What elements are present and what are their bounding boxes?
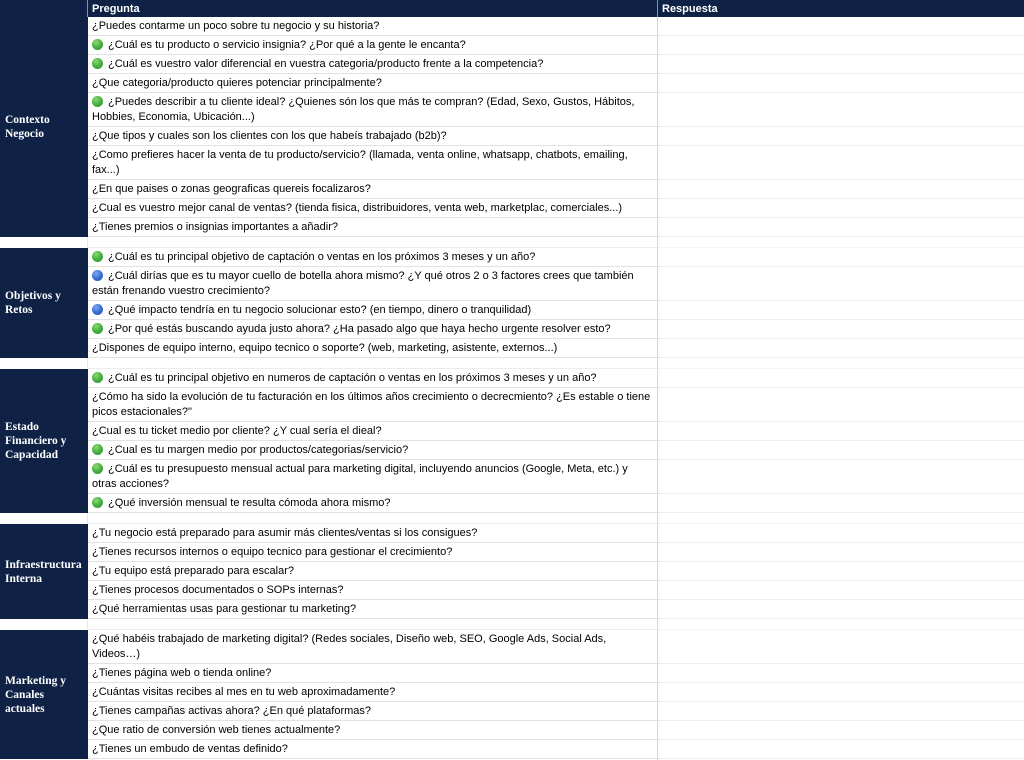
answer-cell[interactable] xyxy=(658,320,1024,339)
spacer-cell xyxy=(0,619,88,630)
section-estado-financiero-y-capacidad xyxy=(0,369,1024,513)
question-text: ¿Cuál es tu principal objetivo de captación o ventas en los próximos 3 meses y un año? xyxy=(108,251,536,263)
spacer-cell xyxy=(88,237,658,248)
answer-cell[interactable] xyxy=(658,180,1024,199)
section-spacer xyxy=(0,619,1024,630)
answer-cell[interactable] xyxy=(658,524,1024,543)
question-row xyxy=(88,494,1024,513)
question-text: ¿Tu negocio está preparado para asumir más clientes/ventas si los consigues? xyxy=(92,527,478,539)
answer-cell[interactable] xyxy=(658,369,1024,388)
question-row xyxy=(88,146,1024,180)
section-label-text: Estado Financiero y Capacidad xyxy=(5,421,67,461)
section-spacer xyxy=(0,358,1024,369)
spacer-cell xyxy=(658,237,1024,248)
answer-cell[interactable] xyxy=(658,388,1024,422)
section-label-text: Marketing y Canales actuales xyxy=(5,674,67,715)
answer-cell[interactable] xyxy=(658,36,1024,55)
column-header-pregunta[interactable]: Pregunta xyxy=(88,0,658,17)
answer-cell[interactable] xyxy=(658,301,1024,320)
question-cell[interactable] xyxy=(88,199,658,218)
question-cell[interactable] xyxy=(88,683,658,702)
section-spacer xyxy=(0,513,1024,524)
question-cell[interactable] xyxy=(88,388,658,422)
question-text: ¿Que tipos y cuales son los clientes con los que habeís trabajado (b2b)? xyxy=(92,130,447,142)
question-row xyxy=(88,683,1024,702)
question-cell[interactable] xyxy=(88,339,658,358)
question-text: ¿Cuál dirías que es tu mayor cuello de botella ahora mismo? ¿Y qué otros 2 o 3 factores crees que también están frenando vuestro crecimiento? xyxy=(92,270,634,297)
question-text: ¿Cuál es vuestro valor diferencial en vuestra categoria/producto frente a la competencia? xyxy=(108,58,544,70)
question-cell[interactable] xyxy=(88,422,658,441)
spacer-cell xyxy=(658,619,1024,630)
question-cell[interactable] xyxy=(88,702,658,721)
answer-cell[interactable] xyxy=(658,146,1024,180)
answer-cell[interactable] xyxy=(658,17,1024,36)
question-text: ¿Cómo ha sido la evolución de tu facturación en los últimos años crecimiento o decrecmiento? ¿Es estable o tiene picos estacionales?" xyxy=(92,391,651,418)
answer-cell[interactable] xyxy=(658,664,1024,683)
question-cell[interactable] xyxy=(88,543,658,562)
question-row xyxy=(88,93,1024,127)
green-circle-icon xyxy=(92,58,103,69)
question-text: ¿Tienes premios o insignias importantes a añadir? xyxy=(92,221,338,233)
question-row xyxy=(88,248,1024,267)
question-row xyxy=(88,74,1024,93)
answer-cell[interactable] xyxy=(658,683,1024,702)
question-cell[interactable] xyxy=(88,267,658,301)
answer-cell[interactable] xyxy=(658,543,1024,562)
question-text: ¿Tienes procesos documentados o SOPs internas? xyxy=(92,584,344,596)
header-row xyxy=(0,0,1024,17)
question-text: ¿Tienes campañas activas ahora? ¿En qué plataformas? xyxy=(92,705,372,717)
question-row xyxy=(88,369,1024,388)
section-label-infraestructura-interna[interactable] xyxy=(0,524,88,619)
section-label-objetivos-y-retos[interactable] xyxy=(0,248,88,358)
question-row xyxy=(88,630,1024,664)
question-text: ¿Qué habéis trabajado de marketing digital? (Redes sociales, Diseño web, SEO, Google Ads, Social Ads, Videos…) xyxy=(92,633,607,660)
section-infraestructura-interna xyxy=(0,524,1024,619)
green-circle-icon xyxy=(92,251,103,262)
question-cell[interactable] xyxy=(88,630,658,664)
question-row xyxy=(88,562,1024,581)
question-cell[interactable] xyxy=(88,524,658,543)
question-text: ¿Tu equipo está preparado para escalar? xyxy=(92,565,294,577)
question-text: ¿Cual es tu margen medio por productos/categorias/servicio? xyxy=(108,444,409,456)
section-label-text: Infraestructura Interna xyxy=(5,558,82,585)
question-row xyxy=(88,17,1024,36)
question-text: ¿En que paises o zonas geograficas quereis focalizaros? xyxy=(92,183,371,195)
section-spacer xyxy=(0,237,1024,248)
question-text: ¿Qué impacto tendría en tu negocio solucionar esto? (en tiempo, dinero o tranquilidad) xyxy=(108,304,532,316)
question-text: ¿Qué inversión mensual te resulta cómoda ahora mismo? xyxy=(108,497,391,509)
question-row xyxy=(88,218,1024,237)
question-text: ¿Cual es tu ticket medio por cliente? ¿Y cual sería el dieal? xyxy=(92,425,382,437)
question-cell[interactable] xyxy=(88,218,658,237)
answer-cell[interactable] xyxy=(658,248,1024,267)
question-text: ¿Cuál es tu presupuesto mensual actual para marketing digital, incluyendo anuncios (Google, Meta, etc.) y otras acciones? xyxy=(92,463,628,490)
question-text: ¿Por qué estás buscando ayuda justo ahora? ¿Ha pasado algo que haya hecho urgente resolver esto? xyxy=(108,323,611,335)
question-text: ¿Puedes describir a tu cliente ideal? ¿Quienes són los que más te compran? (Edad, Sexo, Gustos, Hábitos, Hobbies, Economia, Ubicación...) xyxy=(92,96,635,123)
blue-circle-icon xyxy=(92,270,103,281)
answer-cell[interactable] xyxy=(658,55,1024,74)
question-text: ¿Cuántas visitas recibes al mes en tu web aproximadamente? xyxy=(92,686,396,698)
question-cell[interactable] xyxy=(88,441,658,460)
answer-cell[interactable] xyxy=(658,199,1024,218)
spacer-cell xyxy=(88,513,658,524)
question-row xyxy=(88,441,1024,460)
answer-cell[interactable] xyxy=(658,218,1024,237)
question-cell[interactable] xyxy=(88,146,658,180)
spacer-cell xyxy=(0,237,88,248)
question-text: ¿Tienes recursos internos o equipo tecnico para gestionar el crecimiento? xyxy=(92,546,453,558)
spacer-cell xyxy=(658,513,1024,524)
answer-cell[interactable] xyxy=(658,721,1024,740)
question-cell[interactable] xyxy=(88,127,658,146)
question-cell[interactable] xyxy=(88,581,658,600)
question-row xyxy=(88,320,1024,339)
question-cell[interactable] xyxy=(88,494,658,513)
question-row xyxy=(88,721,1024,740)
question-row xyxy=(88,581,1024,600)
column-header-respuesta[interactable]: Respuesta xyxy=(658,0,1024,17)
green-circle-icon xyxy=(92,39,103,50)
answer-cell[interactable] xyxy=(658,93,1024,127)
spacer-cell xyxy=(88,619,658,630)
question-cell[interactable] xyxy=(88,36,658,55)
section-label-estado-financiero-y-capacidad[interactable] xyxy=(0,369,88,513)
green-circle-icon xyxy=(92,372,103,383)
question-text: ¿Cual es vuestro mejor canal de ventas? (tienda fisica, distribuidores, venta web, marketplac, comerciales...) xyxy=(92,202,623,214)
blue-circle-icon xyxy=(92,304,103,315)
question-text: ¿Como prefieres hacer la venta de tu producto/servicio? (llamada, venta online, whatsapp, chatbots, emailing, fax...) xyxy=(92,149,628,176)
spacer-cell xyxy=(0,513,88,524)
question-cell[interactable] xyxy=(88,17,658,36)
question-cell[interactable] xyxy=(88,562,658,581)
spacer-cell xyxy=(0,358,88,369)
question-cell[interactable] xyxy=(88,301,658,320)
answer-cell[interactable] xyxy=(658,702,1024,721)
answer-cell[interactable] xyxy=(658,74,1024,93)
question-cell[interactable] xyxy=(88,740,658,759)
question-row xyxy=(88,301,1024,320)
answer-cell[interactable] xyxy=(658,630,1024,664)
question-text: ¿Tienes página web o tienda online? xyxy=(92,667,272,679)
header-corner-cell[interactable] xyxy=(0,0,88,17)
question-row xyxy=(88,600,1024,619)
answer-cell[interactable] xyxy=(658,581,1024,600)
sections-container xyxy=(0,17,1024,760)
question-cell[interactable] xyxy=(88,320,658,339)
section-objetivos-y-retos xyxy=(0,248,1024,358)
question-row xyxy=(88,180,1024,199)
question-row xyxy=(88,267,1024,301)
question-row xyxy=(88,740,1024,759)
answer-cell[interactable] xyxy=(658,740,1024,759)
section-label-text: Objetivos y Retos xyxy=(5,290,61,316)
answer-cell[interactable] xyxy=(658,339,1024,358)
question-row xyxy=(88,388,1024,422)
question-cell[interactable] xyxy=(88,74,658,93)
question-text: ¿Puedes contarme un poco sobre tu negocio y su historia? xyxy=(92,20,380,32)
question-row xyxy=(88,55,1024,74)
section-contexto-negocio xyxy=(0,17,1024,237)
question-cell[interactable] xyxy=(88,180,658,199)
question-cell[interactable] xyxy=(88,55,658,74)
answer-cell[interactable] xyxy=(658,562,1024,581)
question-row xyxy=(88,702,1024,721)
green-circle-icon xyxy=(92,463,103,474)
question-row xyxy=(88,422,1024,441)
question-cell[interactable] xyxy=(88,93,658,127)
question-row xyxy=(88,460,1024,494)
spacer-cell xyxy=(88,358,658,369)
question-row xyxy=(88,199,1024,218)
question-text: ¿Cuál es tu producto o servicio insignia? ¿Por qué a la gente le encanta? xyxy=(108,39,466,51)
question-text: ¿Dispones de equipo interno, equipo tecnico o soporte? (web, marketing, asistente, externos...) xyxy=(92,342,558,354)
green-circle-icon xyxy=(92,96,103,107)
green-circle-icon xyxy=(92,323,103,334)
question-cell[interactable] xyxy=(88,248,658,267)
answer-cell[interactable] xyxy=(658,460,1024,494)
green-circle-icon xyxy=(92,497,103,508)
question-row xyxy=(88,127,1024,146)
question-text: ¿Cuál es tu principal objetivo en numeros de captación o ventas en los próximos 3 meses y un año? xyxy=(108,372,597,384)
section-label-text: Contexto Negocio xyxy=(5,114,50,140)
question-row xyxy=(88,339,1024,358)
question-row xyxy=(88,664,1024,683)
question-text: ¿Que categoria/producto quieres potenciar principalmente? xyxy=(92,77,382,89)
question-row xyxy=(88,36,1024,55)
answer-cell[interactable] xyxy=(658,267,1024,301)
answer-cell[interactable] xyxy=(658,422,1024,441)
section-marketing-y-canales-actuales xyxy=(0,630,1024,759)
answer-cell[interactable] xyxy=(658,441,1024,460)
question-text: ¿Tienes un embudo de ventas definido? xyxy=(92,743,288,755)
section-label-contexto-negocio[interactable] xyxy=(0,17,88,237)
question-cell[interactable] xyxy=(88,721,658,740)
question-row xyxy=(88,524,1024,543)
green-circle-icon xyxy=(92,444,103,455)
question-cell[interactable] xyxy=(88,369,658,388)
answer-cell[interactable] xyxy=(658,127,1024,146)
question-cell[interactable] xyxy=(88,600,658,619)
question-cell[interactable] xyxy=(88,664,658,683)
answer-cell[interactable] xyxy=(658,494,1024,513)
question-row xyxy=(88,543,1024,562)
spacer-cell xyxy=(658,358,1024,369)
answer-cell[interactable] xyxy=(658,600,1024,619)
question-cell[interactable] xyxy=(88,460,658,494)
section-label-marketing-y-canales-actuales[interactable] xyxy=(0,630,88,759)
question-text: ¿Qué herramientas usas para gestionar tu marketing? xyxy=(92,603,357,615)
question-text: ¿Que ratio de conversión web tienes actualmente? xyxy=(92,724,341,736)
